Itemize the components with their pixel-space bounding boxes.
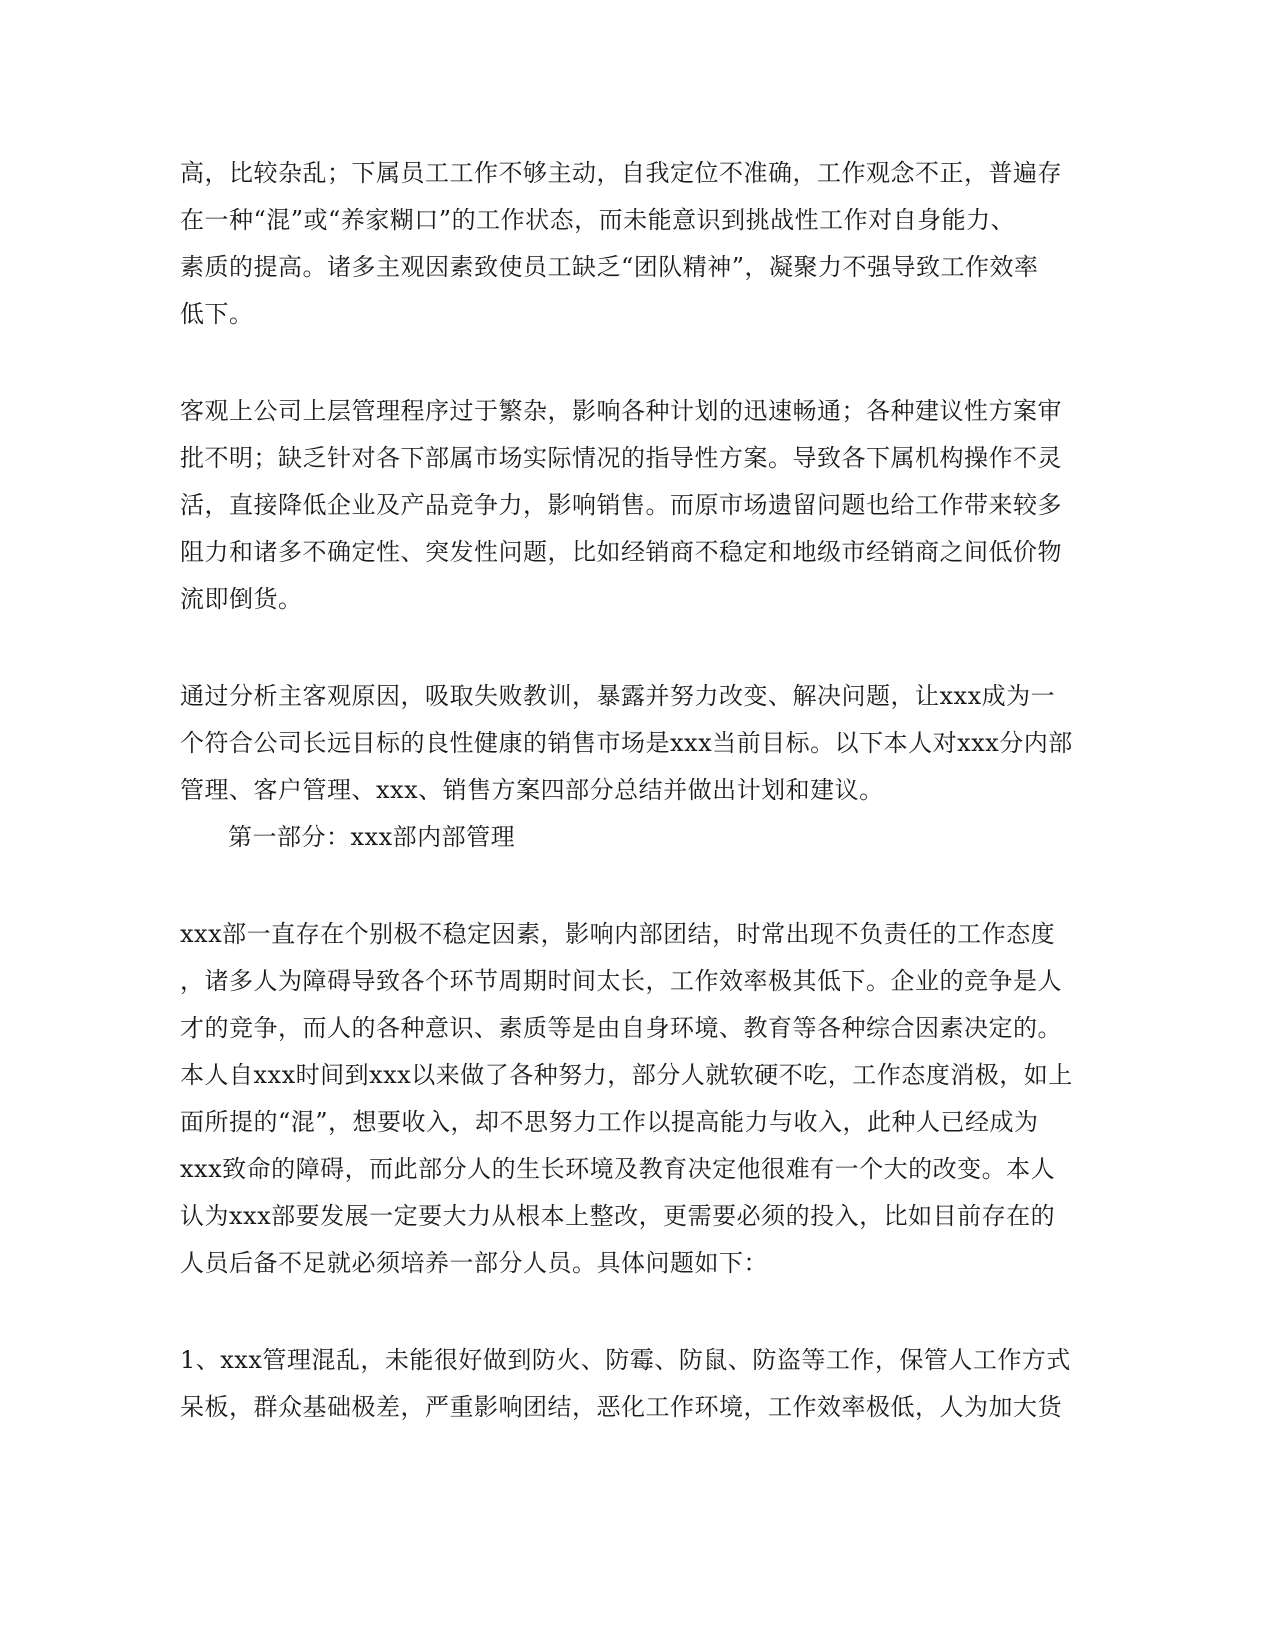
- text-line: xxx部一直存在个别极不稳定因素，影响内部团结，时常出现不负责任的工作态度: [180, 920, 1056, 948]
- text-line: 个符合公司长远目标的良性健康的销售市场是xxx当前目标。以下本人对xxx分内部: [180, 729, 1073, 757]
- text-line: 高，比较杂乱；下属员工工作不够主动，自我定位不准确，工作观念不正，普遍存: [180, 159, 1062, 187]
- text-line: 批不明；缺乏针对各下部属市场实际情况的指导性方案。导致各下属机构操作不灵: [180, 444, 1062, 472]
- paragraph-spacer: [180, 861, 1040, 911]
- paragraph-spacer: [180, 338, 1040, 388]
- paragraph-spacer: [180, 1287, 1040, 1337]
- text-line: 低下。: [180, 300, 254, 328]
- text-line: 活，直接降低企业及产品竞争力，影响销售。而原市场遗留问题也给工作带来较多: [180, 491, 1062, 519]
- text-line: 才的竞争，而人的各种意识、素质等是由自身环境、教育等各种综合因素决定的。: [180, 1014, 1062, 1042]
- document-page: [180, 150, 1073, 1431]
- text-line: 通过分析主客观原因，吸取失败教训，暴露并努力改变、解决问题，让xxx成为一: [180, 682, 1056, 710]
- paragraph-3: [180, 673, 1073, 814]
- text-line: 管理、客户管理、xxx、销售方案四部分总结并做出计划和建议。: [180, 776, 884, 804]
- text-line: 流即倒货。: [180, 585, 303, 613]
- text-line: 素质的提高。诸多主观因素致使员工缺乏“团队精神”，凝聚力不强导致工作效率: [180, 253, 1039, 281]
- text-line: 客观上公司上层管理程序过于繁杂，影响各种计划的迅速畅通；各种建议性方案审: [180, 397, 1062, 425]
- text-line: 面所提的“混”，想要收入，却不思努力工作以提高能力与收入，此种人已经成为: [180, 1108, 1039, 1136]
- text-line: 本人自xxx时间到xxx以来做了各种努力，部分人就软硬不吃，工作态度消极，如上: [180, 1061, 1073, 1089]
- paragraph-2: [180, 388, 1062, 623]
- paragraph-4: [180, 911, 1073, 1287]
- text-line: 在一种“混”或“养家糊口”的工作状态，而未能意识到挑战性工作对自身能力、: [180, 206, 1016, 234]
- text-line: 人员后备不足就必须培养一部分人员。具体问题如下：: [180, 1249, 768, 1277]
- text-line: 阻力和诸多不确定性、突发性问题，比如经销商不稳定和地级市经销商之间低价物: [180, 538, 1062, 566]
- text-line: 呆板，群众基础极差，严重影响团结，恶化工作环境，工作效率极低，人为加大货: [180, 1393, 1062, 1421]
- text-line: xxx致命的障碍，而此部分人的生长环境及教育决定他很难有一个大的改变。本人: [180, 1155, 1056, 1183]
- section-heading: 第一部分：xxx部内部管理: [228, 823, 516, 851]
- paragraph-spacer: [180, 623, 1040, 673]
- text-line: 认为xxx部要发展一定要大力从根本上整改，更需要必须的投入，比如目前存在的: [180, 1202, 1056, 1230]
- text-line: 1、xxx管理混乱，未能很好做到防火、防霉、防鼠、防盗等工作，保管人工作方式: [180, 1346, 1071, 1374]
- paragraph-5: [180, 1337, 1071, 1431]
- text-line: ，诸多人为障碍导致各个环节周期时间太长，工作效率极其低下。企业的竞争是人: [180, 967, 1062, 995]
- paragraph-1: [180, 150, 1062, 338]
